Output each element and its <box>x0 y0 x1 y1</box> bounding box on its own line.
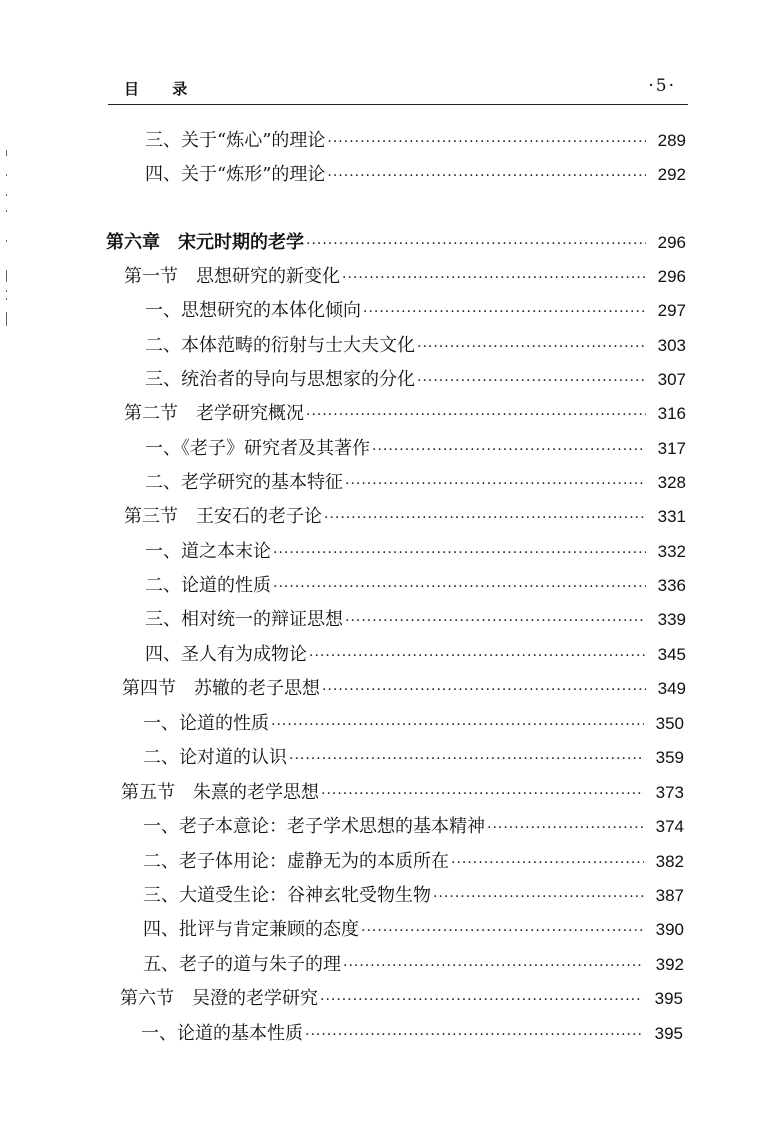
leader-dots <box>343 947 644 983</box>
toc-entry <box>145 603 686 637</box>
toc-entry <box>145 466 686 500</box>
toc-section <box>121 776 684 810</box>
leader-dots <box>306 396 646 432</box>
toc-entry-page: 339 <box>657 610 686 629</box>
toc-entry <box>143 845 684 879</box>
leader-dots <box>289 740 644 776</box>
leader-dots <box>309 637 646 673</box>
toc-entry-label: 二、论对道的认识 <box>143 747 287 768</box>
toc-entry-page: 331 <box>657 507 686 526</box>
toc-entry-page: 395 <box>654 1024 683 1043</box>
toc-entry <box>143 913 684 947</box>
toc-entry-page: 336 <box>657 576 686 595</box>
leader-dots <box>345 602 646 638</box>
toc-entry <box>145 124 686 158</box>
leader-dots <box>327 123 646 159</box>
toc-entry <box>141 1017 683 1051</box>
toc-entry <box>143 879 684 913</box>
leader-dots <box>363 293 646 329</box>
toc-entry-label: 第二节 老学研究概况 <box>124 403 304 424</box>
toc-entry-label: 第六节 吴澄的老学研究 <box>120 988 318 1009</box>
toc-entry <box>145 329 686 363</box>
leader-dots <box>433 878 644 914</box>
toc-section <box>124 397 686 431</box>
toc-entry-label: 五、老子的道与朱子的理 <box>143 954 341 975</box>
leader-dots <box>273 534 646 570</box>
toc-entry-label: 四、批评与肯定兼顾的态度 <box>143 919 359 940</box>
toc-entry-label: 四、关于“炼形”的理论 <box>145 164 326 185</box>
toc-entry-page: 387 <box>655 886 684 905</box>
toc-entry-page: 317 <box>657 439 686 458</box>
toc-entry-label: 第一节 思想研究的新变化 <box>124 266 340 287</box>
leader-dots <box>327 157 646 193</box>
toc-section <box>120 982 683 1016</box>
toc-entry <box>145 363 686 397</box>
toc-entry <box>145 294 686 328</box>
toc-entry-label: 二、本体范畴的衍射与士大夫文化 <box>145 335 415 356</box>
leader-dots <box>417 328 646 364</box>
toc-entry-label: 三、统治者的导向与思想家的分化 <box>145 369 415 390</box>
toc-entry-page: 395 <box>654 989 683 1008</box>
toc-entry-page: 328 <box>657 473 686 492</box>
header-page-number: ·5· <box>648 76 676 96</box>
header-title: 目 录 <box>124 80 202 98</box>
toc-entry-page: 374 <box>655 817 684 836</box>
toc-entry-label: 二、老学研究的基本特征 <box>145 472 343 493</box>
toc-entry-page: 345 <box>657 645 686 664</box>
leader-dots <box>324 499 646 535</box>
leader-dots <box>417 362 646 398</box>
toc-entry-label: 三、相对统一的辩证思想 <box>145 609 343 630</box>
toc-entry-page: 296 <box>657 267 686 286</box>
toc-entry <box>143 948 684 982</box>
margin-marks <box>6 150 10 330</box>
leader-dots <box>320 981 643 1017</box>
toc-entry-label: 一、《老子》研究者及其著作 <box>145 438 370 459</box>
toc-entry <box>145 158 686 192</box>
running-header <box>108 74 688 105</box>
toc-entry-label: 第四节 苏辙的老子思想 <box>122 678 320 699</box>
leader-dots <box>322 671 646 707</box>
toc-entry-label: 一、道之本末论 <box>145 541 271 562</box>
toc-entry-page: 349 <box>657 679 686 698</box>
toc-entry-page: 382 <box>655 852 684 871</box>
toc-entry-label: 二、论道的性质 <box>145 575 271 596</box>
toc-entry <box>143 741 684 775</box>
leader-dots <box>372 431 646 467</box>
toc-entry-page: 316 <box>657 404 686 423</box>
leader-dots <box>451 844 644 880</box>
leader-dots <box>487 809 644 845</box>
leader-dots <box>321 775 644 811</box>
toc-entry <box>143 810 684 844</box>
toc-entry <box>145 569 686 603</box>
toc-entry-page: 296 <box>657 233 686 252</box>
toc-entry-label: 第六章 宋元时期的老学 <box>106 232 304 253</box>
toc-entry-page: 303 <box>657 336 686 355</box>
toc-entry-label: 第三节 王安石的老子论 <box>124 506 322 527</box>
leader-dots <box>342 259 646 295</box>
toc-section <box>124 260 686 294</box>
leader-dots <box>273 568 646 604</box>
leader-dots <box>305 1016 643 1052</box>
toc-entry-label: 第五节 朱熹的老学思想 <box>121 782 319 803</box>
toc-entry-label: 一、思想研究的本体化倾向 <box>145 300 361 321</box>
toc-entry <box>145 432 686 466</box>
toc-entry <box>145 535 686 569</box>
leader-dots <box>361 912 644 948</box>
toc-entry <box>143 707 684 741</box>
toc-entry-page: 390 <box>655 920 684 939</box>
toc-section <box>124 500 686 534</box>
toc-entry-page: 332 <box>657 542 686 561</box>
toc-entry-label: 四、圣人有为成物论 <box>145 644 307 665</box>
toc-entry-page: 297 <box>657 301 686 320</box>
toc-entry-label: 二、老子体用论：虚静无为的本质所在 <box>143 851 449 872</box>
toc-entry <box>145 638 686 672</box>
toc-section <box>122 672 686 706</box>
toc-entry-label: 一、论道的性质 <box>143 713 269 734</box>
toc-entry-page: 307 <box>657 370 686 389</box>
toc-entry-page: 350 <box>655 714 684 733</box>
toc-chapter <box>106 226 686 260</box>
toc-entry-page: 292 <box>657 165 686 184</box>
toc-entry-label: 三、大道受生论：谷神玄牝受物生物 <box>143 885 431 906</box>
toc-entry-page: 359 <box>655 748 684 767</box>
leader-dots <box>271 706 644 742</box>
leader-dots <box>345 465 646 501</box>
toc-entry-label: 一、老子本意论：老子学术思想的基本精神 <box>143 816 485 837</box>
toc-entry-page: 289 <box>657 131 686 150</box>
leader-dots <box>306 225 646 261</box>
toc-entry-page: 373 <box>655 783 684 802</box>
toc-entry-label: 三、关于“炼心”的理论 <box>145 130 326 151</box>
toc-entry-page: 392 <box>655 955 684 974</box>
toc-entry-label: 一、论道的基本性质 <box>141 1023 303 1044</box>
